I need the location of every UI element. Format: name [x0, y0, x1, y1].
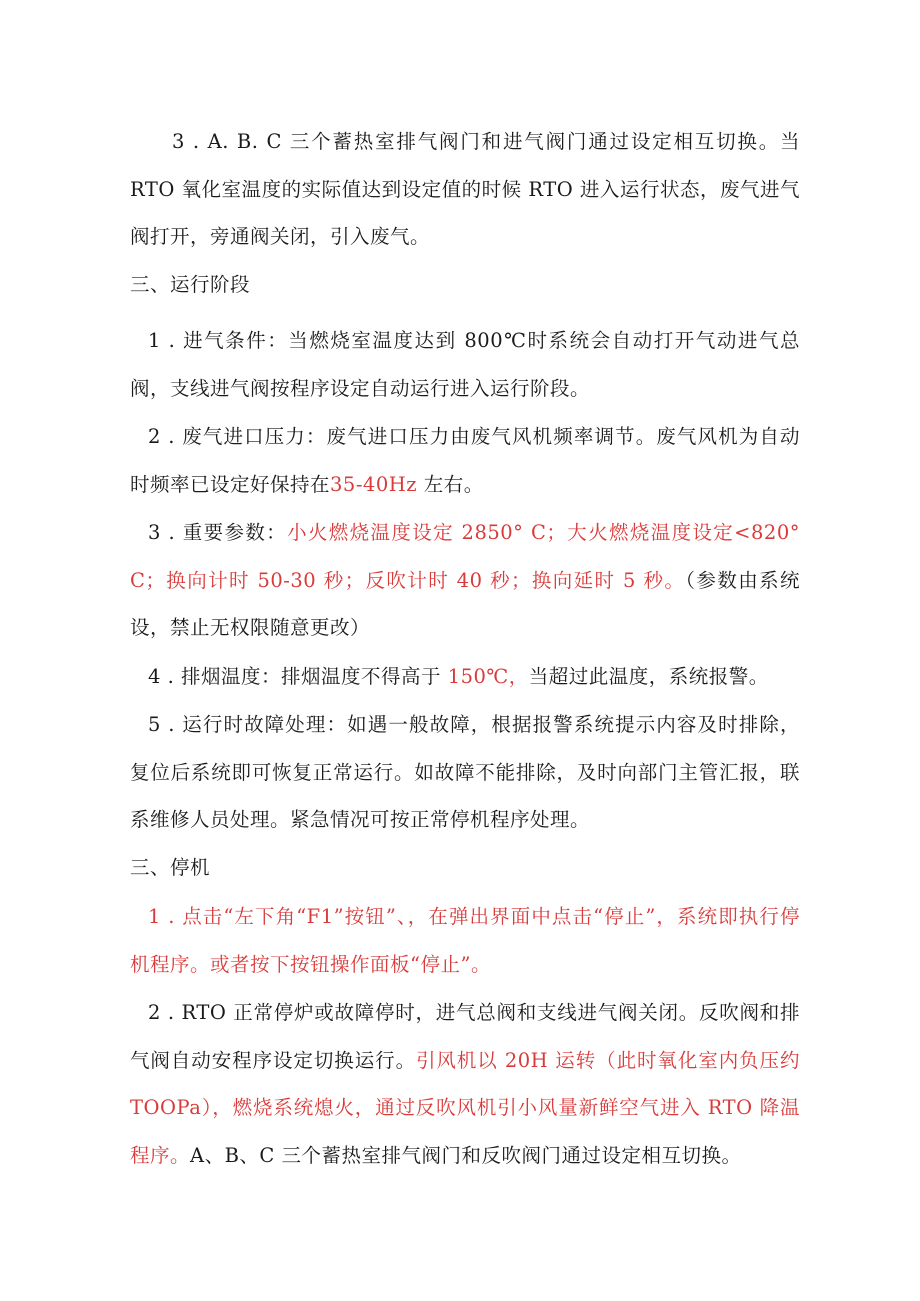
paragraph-text: 左右。 — [417, 472, 484, 496]
paragraph-shutdown-steps — [130, 893, 800, 988]
paragraph-text: （参数由系统设，禁止无权限随意更改） — [130, 568, 800, 639]
paragraph-text: 3 . A. B. C 三个蓄热室排气阀门和进气阀门通过设定相互切换。当 RTO 氧化室温度的实际值达到设定值的时候 RTO 进入运行状态，废气进气阀打开，旁通阀关闭，引入废气。 — [130, 130, 800, 248]
highlight-shutdown-steps: 1 . 点击“左下角“F1”按钮”、，在弹出界面中点击“停止”，系统即执行停机程序。或者按下按钮操作面板“停止”。 — [130, 905, 800, 976]
highlight-frequency: 35-40Hz — [330, 472, 418, 496]
paragraph-text: A、B、C 三个蓄热室排气阀门和反吹阀门通过设定相互切换。 — [190, 1143, 742, 1167]
paragraph-intake-condition — [130, 317, 800, 412]
paragraph-text: 当超过此温度，系统报警。 — [528, 665, 769, 688]
paragraph-text: 5 . 运行时故障处理：如遇一般故障，根据报警系统提示内容及时排除，复位后系统即可恢复正常运行。如故障不能排除，及时向部门主管汇报，联系维修人员处理。紧急情况可按正常停机程序处理。 — [130, 713, 800, 831]
paragraph-rto-switching — [130, 118, 800, 261]
paragraph-fault-handling — [130, 701, 800, 844]
highlight-cooling: 引风机以 20H 运转（此时氧化室内负压约 TOOPa），燃烧系统熄火，通过反吹风机引小风量新鲜空气进入 RTO 降温程序。 — [130, 1048, 800, 1167]
highlight-temperature: 150℃， — [447, 665, 529, 688]
highlight-parameters: 小火燃烧温度设定 2850° C；大火燃烧温度设定<820° C；换向计时 50-30 秒；反吹计时 40 秒；换向延时 5 秒。 — [130, 521, 800, 592]
paragraph-exhaust-temperature — [130, 653, 800, 701]
paragraph-text: 1 . 进气条件：当燃烧室温度达到 800℃时系统会自动打开气动进气总阀，支线进气阀按程序设定自动运行进入运行阶段。 — [130, 329, 800, 400]
section-heading-shutdown: 三、停机 — [130, 856, 211, 879]
paragraph-key-parameters — [130, 509, 800, 652]
paragraph-rto-shutdown — [130, 989, 800, 1179]
paragraph-text: 4 . 排烟温度：排烟温度不得高于 — [148, 665, 448, 688]
section-heading-operation: 三、运行阶段 — [130, 273, 251, 296]
paragraph-text: 3 . 重要参数： — [148, 521, 288, 544]
paragraph-text: 2 . 废气进口压力：废气进口压力由废气风机频率调节。废气风机为自动时频率已设定好保持在 — [130, 425, 800, 496]
paragraph-inlet-pressure — [130, 413, 800, 508]
paragraph-text: 2 . RTO 正常停炉或故障停时，进气总阀和支线进气阀关闭。反吹阀和排气阀自动安程序设定切换运行。 — [130, 1001, 800, 1072]
